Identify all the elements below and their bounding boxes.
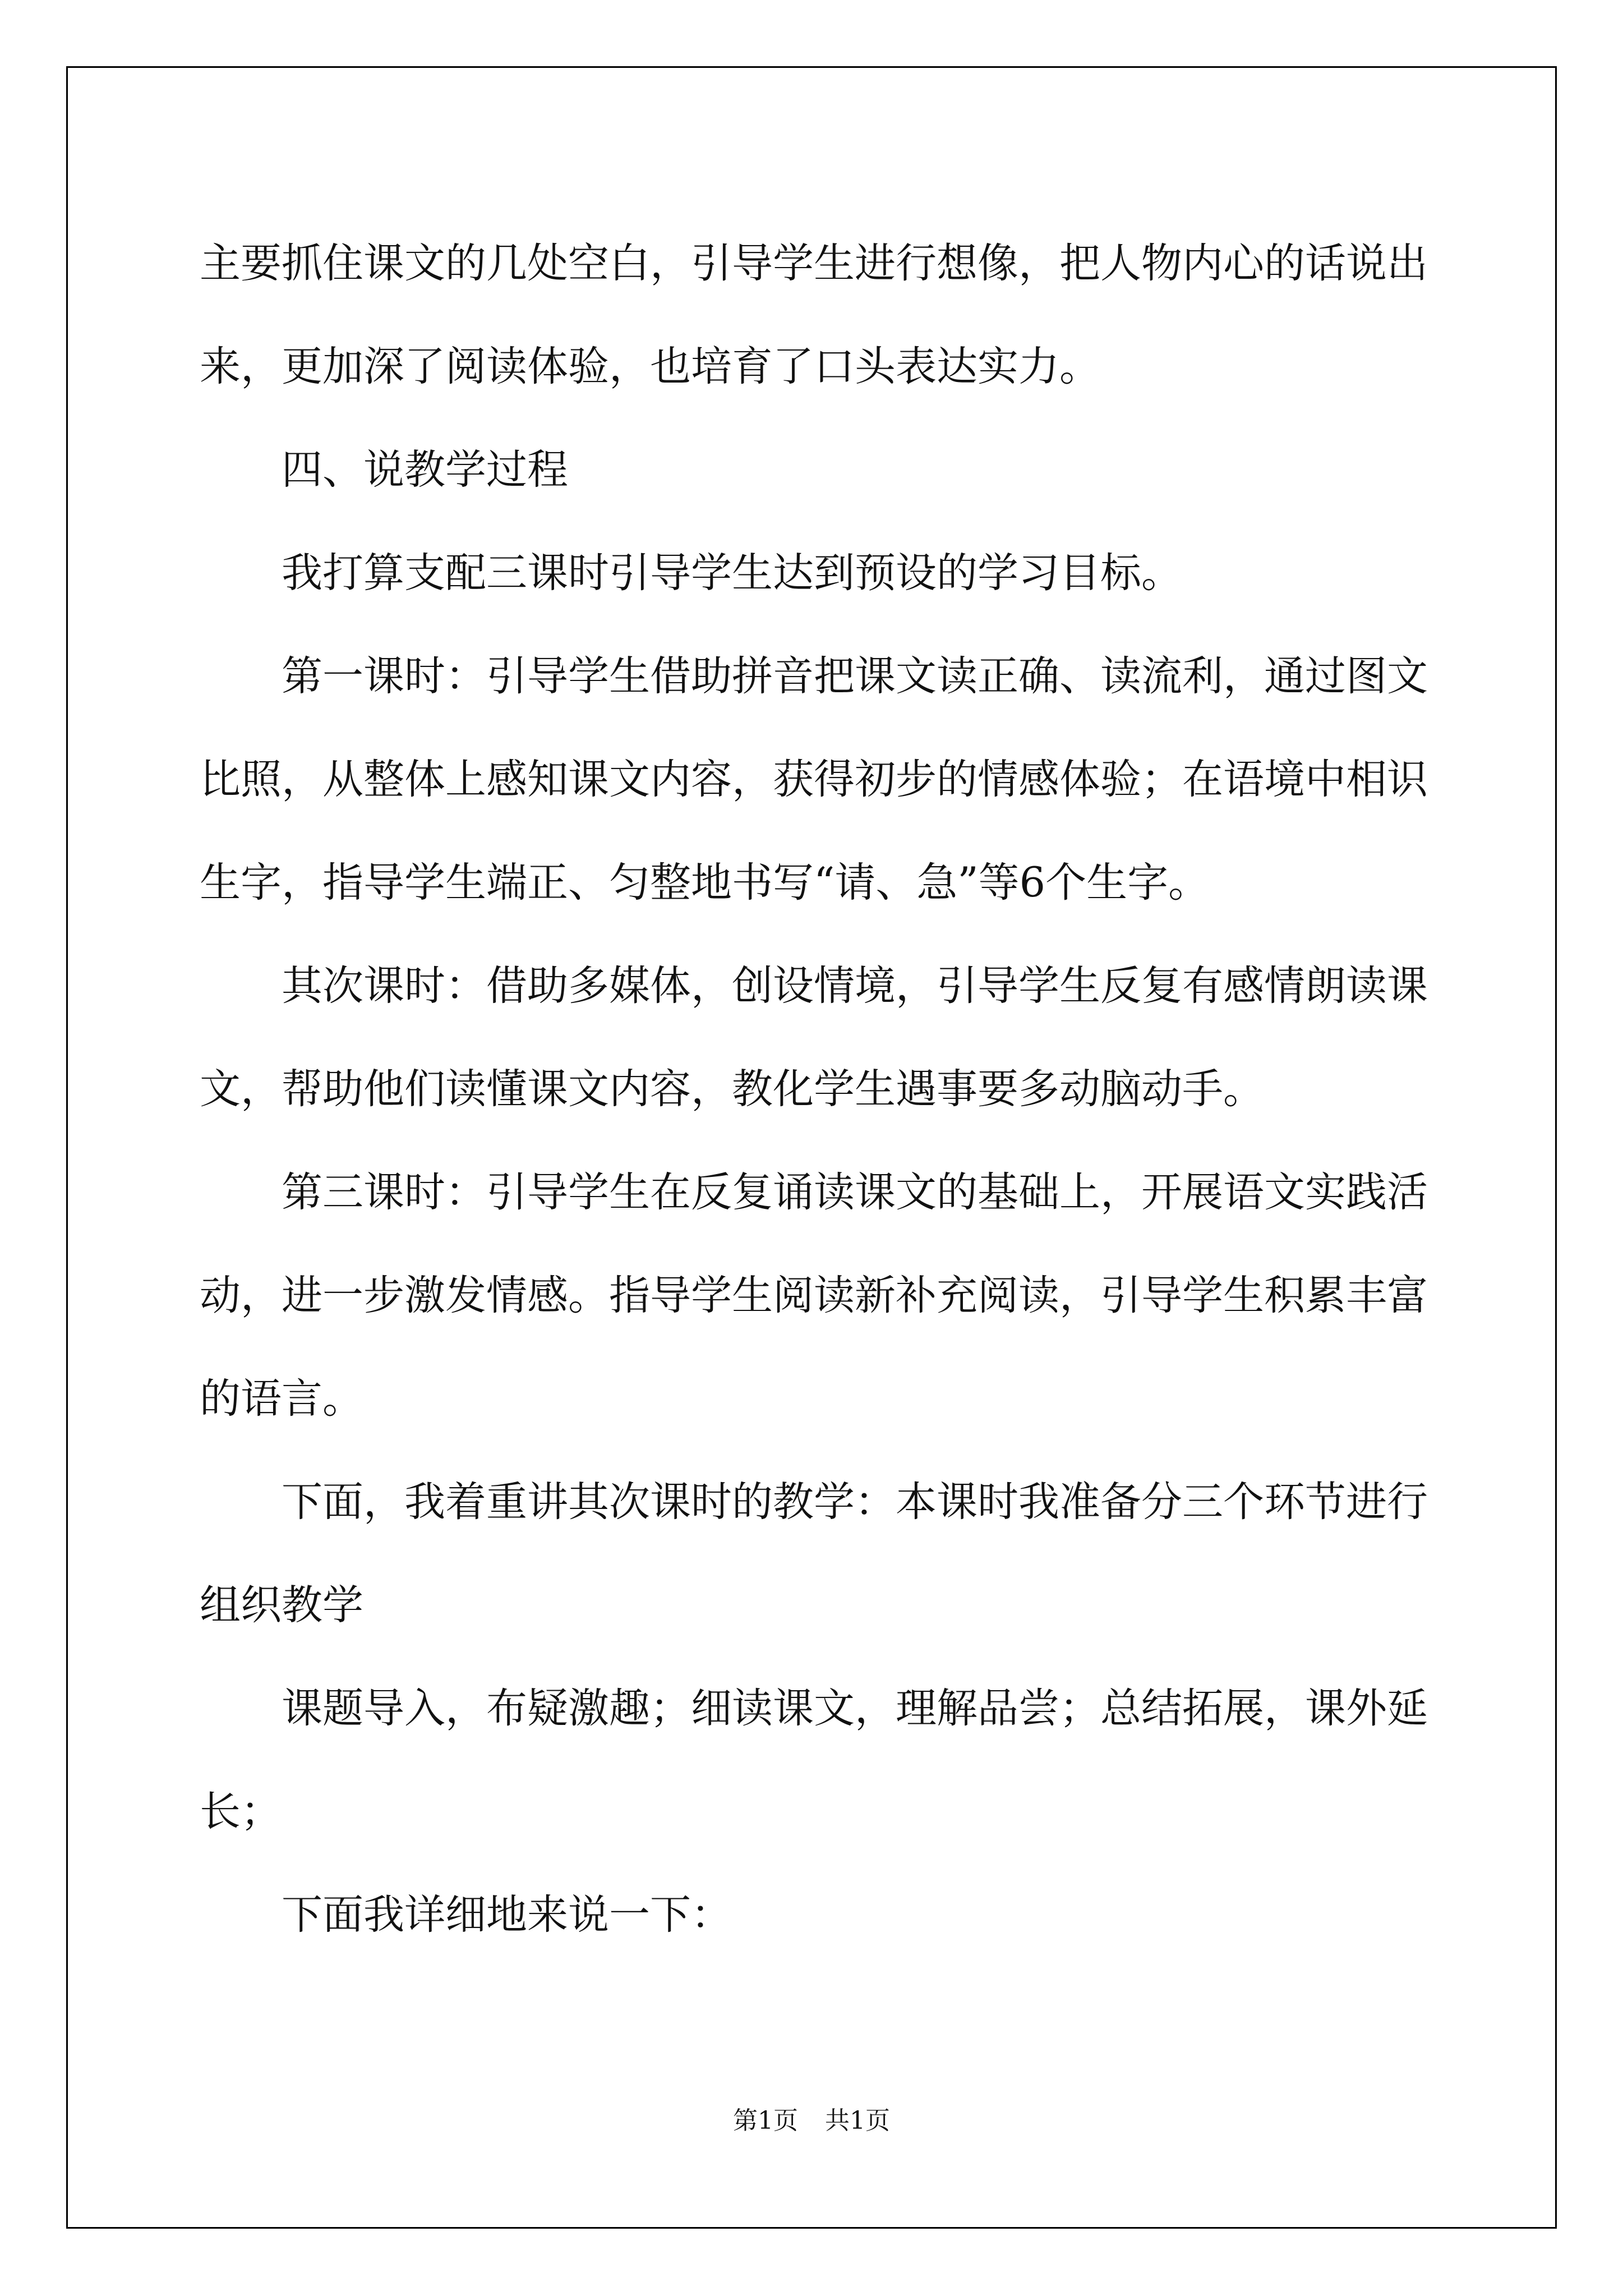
text-line: 组织教学 [200,1581,363,1629]
text-line: 第一课时：引导学生借助拼音把课文读正确、读流利，通过图文 [282,652,1428,700]
text-line: 长； [200,1788,282,1835]
page-number-total: 共1页 [825,2106,890,2135]
text-line: 课题导入，布疑激趣；细读课文，理解品尝；总结拓展，课外延 [282,1685,1428,1732]
document-body [200,212,1433,1967]
text-line: 主要抓住课文的几处空白，引导学生进行想像，把人物内心的话说出 [200,240,1428,287]
text-line: 来，更加深了阅读体验，也培育了口头表达实力。 [200,343,1100,390]
text-line: 生字，指导学生端正、匀整地书写“请、急”等6个生字。 [200,859,1210,907]
text-line: 第三课时：引导学生在反复诵读课文的基础上，开展语文实践活 [282,1168,1428,1216]
section-heading: 四、说教学过程 [282,446,568,494]
text-line: 我打算支配三课时引导学生达到预设的学习目标。 [282,549,1182,597]
text-line: 其次课时：借助多媒体，创设情境，引导学生反复有感情朗读课 [282,962,1428,1010]
text-line: 文，帮助他们读懂课文内容，教化学生遇事要多动脑动手。 [200,1065,1264,1113]
text-line: 比照，从整体上感知课文内容，获得初步的情感体验；在语境中相识 [200,756,1428,803]
page-footer [0,2100,1623,2136]
text-line: 动，进一步激发情感。指导学生阅读新补充阅读，引导学生积累丰富 [200,1272,1428,1319]
text-line: 下面我详细地来说一下： [282,1891,732,1939]
text-line: 的语言。 [200,1375,363,1423]
text-line: 下面，我着重讲其次课时的教学：本课时我准备分三个环节进行 [282,1478,1428,1526]
page-number-current: 第1页 [733,2106,798,2135]
